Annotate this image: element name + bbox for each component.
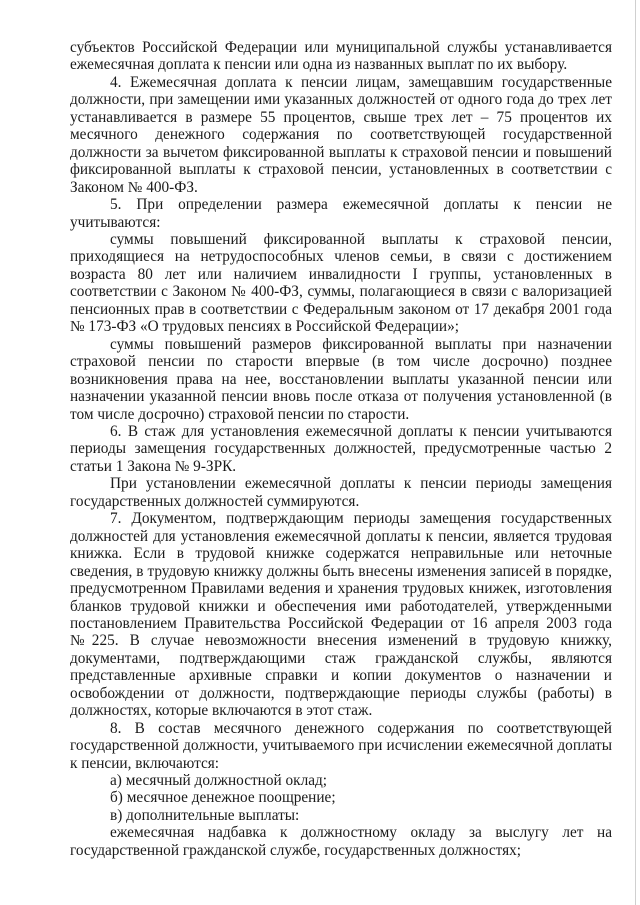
list-item-b: б) месячное денежное поощрение; bbox=[110, 789, 336, 807]
paragraph-item-5-sub-1: суммы повышений фиксированной выплаты к страховой пенсии, приходящиеся на нетрудоспособных членов семьи, в связи с достижением возраста 80 лет или наличием инвалидности I группы, установленных в соответствии с Законом № 400-ФЗ, суммы, полагающиеся в связи с валоризацией пенсионных прав в соответствии с Федеральным законом от 17 декабря 2001 года № 173-ФЗ «О трудовых пенсиях в Российской Федерации»; bbox=[70, 230, 612, 336]
paragraph-item-8: 8. В состав месячного денежного содержания по соответствующей государственной должности, учитываемого при исчислении ежемесячной доплаты к пенсии, включаются: bbox=[70, 719, 612, 772]
paragraph-continuation: субъектов Российской Федерации или муниципальной службы устанавливается ежемесячная доплата к пенсии или одна из названных выплат по их выбору. bbox=[70, 39, 612, 74]
paragraph-item-6-sub: При установлении ежемесячной доплаты к пенсии периоды замещения государственных должностей суммируются. bbox=[70, 475, 612, 510]
list-item-a: а) месячный должностной оклад; bbox=[110, 772, 328, 790]
scan-edge-line bbox=[635, 0, 636, 905]
list-item-c: в) дополнительные выплаты: bbox=[110, 806, 300, 824]
paragraph-item-5-sub-2: суммы повышений размеров фиксированной выплаты при назначении страховой пенсии по старости впервые (в том числе досрочно) позднее возникновения права на нее, восстановлении выплаты указанной пенсии или назначении указанной пенсии вновь после отказа от получения установленной (в том числе досрочно) страховой пенсии по старости. bbox=[70, 335, 612, 423]
paragraph-item-5: 5. При определении размера ежемесячной доплаты к пенсии не учитываются: bbox=[70, 196, 612, 231]
document-body bbox=[70, 39, 612, 859]
paragraph-item-4: 4. Ежемесячная доплата к пенсии лицам, замещавшим государственные должности, при замещении ими указанных должностей от одного года до трех лет устанавливается в размере 55 процентов, свыше трех лет – 75 процентов их месячного денежного содержания по соответствующей государственной должности за вычетом фиксированной выплаты к страховой пенсии и повышений фиксированной выплаты к страховой пенсии, установленных в соответствии с Законом № 400-ФЗ. bbox=[70, 73, 612, 196]
paragraph-item-7: 7. Документом, подтверждающим периоды замещения государственных должностей для установления ежемесячной доплаты к пенсии, является трудовая книжка. Если в трудовой книжке содержатся неправильные или неточные сведения, в трудовую книжку должны быть внесены изменения записей в порядке, предусмотренном Правилами ведения и хранения трудовых книжек, изготовления бланков трудовой книжки и обеспечения ими работодателей, утвержденными постановлением Правительства Российской Федерации от 16 апреля 2003 года №225. В случае невозможности внесения изменений в трудовую книжку, документами, подтверждающими стаж гражданской службы, являются представленные архивные справки и копии документов о назначении и освобождении от должности, подтверждающие периоды службы (работы) в должностях, которые включаются в этот стаж. bbox=[70, 510, 612, 720]
list-item-c-sub: ежемесячная надбавка к должностному окладу за выслугу лет на государственной гражданской службе, государственных должностях; bbox=[70, 824, 612, 859]
paragraph-item-6: 6. В стаж для установления ежемесячной доплаты к пенсии учитываются периоды замещения государственных должностей, предусмотренные частью 2 статьи 1 Закона № 9-ЗРК. bbox=[70, 422, 612, 475]
